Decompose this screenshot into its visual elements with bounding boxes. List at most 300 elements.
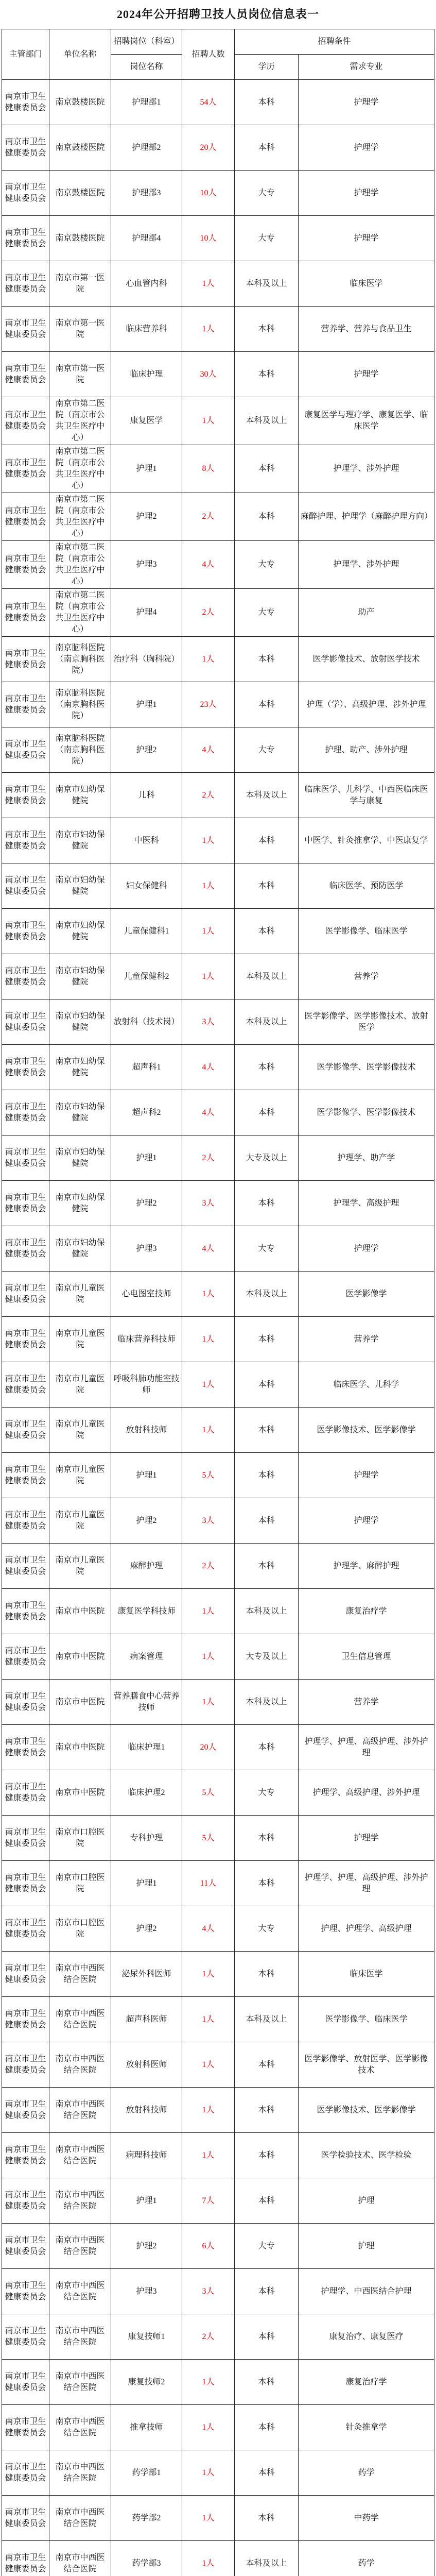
unit-cell: 南京市口腔医院 [49, 1861, 111, 1906]
dept-cell: 南京市卫生健康委员会 [2, 1680, 49, 1725]
edu-cell: 本科及以上 [235, 397, 299, 445]
dept-cell: 南京市卫生健康委员会 [2, 1408, 49, 1453]
count-cell: 10人 [182, 216, 235, 261]
dept-cell: 南京市卫生健康委员会 [2, 1453, 49, 1498]
table-row [2, 1408, 434, 1453]
unit-cell: 南京市妇幼保健院 [49, 1090, 111, 1136]
post-cell: 临床营养科技师 [111, 1317, 182, 1362]
unit-cell: 南京市中医院 [49, 1725, 111, 1770]
edu-cell: 本科 [235, 1816, 299, 1861]
table-row [2, 727, 434, 773]
table-row [2, 2496, 434, 2541]
dept-cell: 南京市卫生健康委员会 [2, 2360, 49, 2405]
post-cell: 中医科 [111, 818, 182, 863]
count-cell: 3人 [182, 1181, 235, 1226]
table-row [2, 1816, 434, 1861]
major-cell: 医学影像技术、医学影像学 [299, 2088, 434, 2133]
post-cell: 药学部2 [111, 2496, 182, 2541]
dept-cell: 南京市卫生健康委员会 [2, 171, 49, 216]
major-cell: 临床医学、预防医学 [299, 863, 434, 909]
header-dept: 主管部门 [2, 29, 49, 80]
unit-cell: 南京市妇幼保健院 [49, 818, 111, 863]
dept-cell: 南京市卫生健康委员会 [2, 541, 49, 589]
dept-cell: 南京市卫生健康委员会 [2, 954, 49, 999]
dept-cell: 南京市卫生健康委员会 [2, 2224, 49, 2269]
table-row [2, 1544, 434, 1589]
edu-cell: 大专 [235, 1906, 299, 1952]
dept-cell: 南京市卫生健康委员会 [2, 999, 49, 1045]
unit-cell: 南京市第二医院（南京市公共卫生医疗中心） [49, 541, 111, 589]
edu-cell: 本科 [235, 1725, 299, 1770]
table-row [2, 1589, 434, 1634]
edu-cell: 本科及以上 [235, 261, 299, 307]
table-row [2, 125, 434, 171]
post-cell: 护理部2 [111, 125, 182, 171]
dept-cell: 南京市卫生健康委员会 [2, 863, 49, 909]
dept-cell: 南京市卫生健康委员会 [2, 261, 49, 307]
count-cell: 20人 [182, 1725, 235, 1770]
table-row [2, 863, 434, 909]
unit-cell: 南京市儿童医院 [49, 1498, 111, 1544]
post-cell: 临床营养科 [111, 307, 182, 352]
count-cell: 2人 [182, 2314, 235, 2360]
unit-cell: 南京市妇幼保健院 [49, 1181, 111, 1226]
major-cell: 营养学、营养与食品卫生 [299, 307, 434, 352]
major-cell: 护理学 [299, 125, 434, 171]
table-row [2, 1045, 434, 1090]
table-row [2, 2042, 434, 2088]
edu-cell: 大专 [235, 1226, 299, 1272]
post-cell: 护理2 [111, 1498, 182, 1544]
unit-cell: 南京市妇幼保健院 [49, 773, 111, 818]
edu-cell: 本科 [235, 1090, 299, 1136]
header-row [2, 29, 434, 55]
table-row [2, 1725, 434, 1770]
dept-cell: 南京市卫生健康委员会 [2, 2269, 49, 2314]
post-cell: 营养膳食中心营养技师 [111, 1680, 182, 1725]
count-cell: 1人 [182, 2541, 235, 2576]
edu-cell: 大专及以上 [235, 1136, 299, 1181]
dept-cell: 南京市卫生健康委员会 [2, 2496, 49, 2541]
unit-cell: 南京脑科医院（南京胸科医院） [49, 682, 111, 727]
table-row [2, 773, 434, 818]
major-cell: 营养学 [299, 1680, 434, 1725]
major-cell: 护理学 [299, 352, 434, 397]
dept-cell: 南京市卫生健康委员会 [2, 1770, 49, 1816]
table-row [2, 1906, 434, 1952]
unit-cell: 南京市口腔医院 [49, 1906, 111, 1952]
post-cell: 放射科技师 [111, 1408, 182, 1453]
count-cell: 3人 [182, 2269, 235, 2314]
major-cell: 医学影像学、临床医学 [299, 909, 434, 954]
edu-cell: 本科 [235, 307, 299, 352]
table-row [2, 1272, 434, 1317]
table-row [2, 1317, 434, 1362]
dept-cell: 南京市卫生健康委员会 [2, 1952, 49, 1997]
major-cell: 医学影像学、临床医学 [299, 1997, 434, 2042]
table-row [2, 2450, 434, 2496]
post-cell: 儿童保健科2 [111, 954, 182, 999]
major-cell: 临床医学、儿科学、中西医临床医学与康复 [299, 773, 434, 818]
major-cell: 药学 [299, 2541, 434, 2576]
major-cell: 护理 [299, 2224, 434, 2269]
unit-cell: 南京市妇幼保健院 [49, 954, 111, 999]
dept-cell: 南京市卫生健康委员会 [2, 1226, 49, 1272]
post-cell: 护理3 [111, 2269, 182, 2314]
table-row [2, 1634, 434, 1680]
dept-cell: 南京市卫生健康委员会 [2, 2133, 49, 2178]
major-cell: 药学 [299, 2450, 434, 2496]
table-row [2, 352, 434, 397]
table-row [2, 909, 434, 954]
unit-cell: 南京市儿童医院 [49, 1317, 111, 1362]
post-cell: 呼吸科肺功能室技师 [111, 1362, 182, 1408]
unit-cell: 南京市妇幼保健院 [49, 909, 111, 954]
unit-cell: 南京市第二医院（南京市公共卫生医疗中心） [49, 493, 111, 541]
dept-cell: 南京市卫生健康委员会 [2, 1634, 49, 1680]
unit-cell: 南京市第一医院 [49, 352, 111, 397]
post-cell: 护理2 [111, 727, 182, 773]
dept-cell: 南京市卫生健康委员会 [2, 1181, 49, 1226]
major-cell: 康复治疗学 [299, 1589, 434, 1634]
table-row [2, 1952, 434, 1997]
header-edu: 学历 [235, 55, 299, 80]
edu-cell: 本科 [235, 1498, 299, 1544]
post-cell: 推拿技师 [111, 2405, 182, 2450]
edu-cell: 大专 [235, 216, 299, 261]
post-cell: 心电图室技师 [111, 1272, 182, 1317]
major-cell: 医学检验技术、医学检验 [299, 2133, 434, 2178]
unit-cell: 南京市中西医结合医院 [49, 1952, 111, 1997]
major-cell: 医学影像学、医学影像技术 [299, 1090, 434, 1136]
major-cell: 医学影像技术、医学影像学 [299, 1408, 434, 1453]
edu-cell: 本科 [235, 445, 299, 493]
count-cell: 3人 [182, 1498, 235, 1544]
count-cell: 10人 [182, 171, 235, 216]
edu-cell: 本科及以上 [235, 773, 299, 818]
count-cell: 1人 [182, 2450, 235, 2496]
unit-cell: 南京市中西医结合医院 [49, 2088, 111, 2133]
count-cell: 4人 [182, 727, 235, 773]
unit-cell: 南京市儿童医院 [49, 1272, 111, 1317]
table-row [2, 1453, 434, 1498]
count-cell: 30人 [182, 352, 235, 397]
count-cell: 1人 [182, 909, 235, 954]
post-cell: 妇女保健科 [111, 863, 182, 909]
post-cell: 护理部4 [111, 216, 182, 261]
unit-cell: 南京市中西医结合医院 [49, 2178, 111, 2224]
major-cell: 护理学 [299, 1498, 434, 1544]
edu-cell: 本科 [235, 2269, 299, 2314]
edu-cell: 本科 [235, 818, 299, 863]
dept-cell: 南京市卫生健康委员会 [2, 589, 49, 637]
unit-cell: 南京市中医院 [49, 1770, 111, 1816]
post-cell: 护理2 [111, 493, 182, 541]
major-cell: 护理学 [299, 80, 434, 125]
post-cell: 放射科技师 [111, 2088, 182, 2133]
edu-cell: 本科 [235, 1408, 299, 1453]
edu-cell: 大专 [235, 2224, 299, 2269]
edu-cell: 大专 [235, 589, 299, 637]
edu-cell: 本科及以上 [235, 1272, 299, 1317]
count-cell: 1人 [182, 1362, 235, 1408]
dept-cell: 南京市卫生健康委员会 [2, 1906, 49, 1952]
unit-cell: 南京市中西医结合医院 [49, 2224, 111, 2269]
major-cell: 中医学、针灸推拿学、中医康复学 [299, 818, 434, 863]
post-cell: 护理部1 [111, 80, 182, 125]
dept-cell: 南京市卫生健康委员会 [2, 637, 49, 682]
unit-cell: 南京市中西医结合医院 [49, 2450, 111, 2496]
post-cell: 心血管内科 [111, 261, 182, 307]
count-cell: 1人 [182, 2405, 235, 2450]
unit-cell: 南京市中西医结合医院 [49, 2042, 111, 2088]
unit-cell: 南京市妇幼保健院 [49, 1136, 111, 1181]
count-cell: 2人 [182, 1136, 235, 1181]
table-row [2, 445, 434, 493]
table-row [2, 1362, 434, 1408]
post-cell: 护理部3 [111, 171, 182, 216]
major-cell: 医学影像学、放射医学、医学影像技术 [299, 2042, 434, 2088]
post-cell: 康复医学科技师 [111, 1589, 182, 1634]
post-cell: 护理1 [111, 445, 182, 493]
major-cell: 护理学、高级护理、涉外护理 [299, 1770, 434, 1816]
edu-cell: 本科及以上 [235, 999, 299, 1045]
table-row [2, 493, 434, 541]
table-row [2, 818, 434, 863]
post-cell: 护理1 [111, 2178, 182, 2224]
count-cell: 2人 [182, 589, 235, 637]
post-cell: 超声科医师 [111, 1997, 182, 2042]
table-row [2, 307, 434, 352]
unit-cell: 南京脑科医院（南京胸科医院） [49, 727, 111, 773]
unit-cell: 南京市中西医结合医院 [49, 1997, 111, 2042]
dept-cell: 南京市卫生健康委员会 [2, 397, 49, 445]
dept-cell: 南京市卫生健康委员会 [2, 773, 49, 818]
count-cell: 1人 [182, 863, 235, 909]
major-cell: 营养学 [299, 1317, 434, 1362]
major-cell: 医学影像技术、放射医学技术 [299, 637, 434, 682]
unit-cell: 南京市中西医结合医院 [49, 2360, 111, 2405]
dept-cell: 南京市卫生健康委员会 [2, 1317, 49, 1362]
dept-cell: 南京市卫生健康委员会 [2, 2042, 49, 2088]
edu-cell: 本科 [235, 2178, 299, 2224]
major-cell: 护理学、助产学 [299, 1136, 434, 1181]
dept-cell: 南京市卫生健康委员会 [2, 1725, 49, 1770]
unit-cell: 南京市中医院 [49, 1680, 111, 1725]
unit-cell: 南京脑科医院（南京胸科医院） [49, 637, 111, 682]
unit-cell: 南京市妇幼保健院 [49, 863, 111, 909]
unit-cell: 南京市儿童医院 [49, 1453, 111, 1498]
major-cell: 康复治疗学 [299, 2360, 434, 2405]
post-cell: 专科护理 [111, 1816, 182, 1861]
post-cell: 超声科2 [111, 1090, 182, 1136]
edu-cell: 本科 [235, 1181, 299, 1226]
count-cell: 1人 [182, 307, 235, 352]
post-cell: 护理1 [111, 1861, 182, 1906]
count-cell: 2人 [182, 773, 235, 818]
dept-cell: 南京市卫生健康委员会 [2, 125, 49, 171]
dept-cell: 南京市卫生健康委员会 [2, 1589, 49, 1634]
edu-cell: 本科 [235, 2496, 299, 2541]
unit-cell: 南京市中西医结合医院 [49, 2405, 111, 2450]
post-cell: 临床护理 [111, 352, 182, 397]
dept-cell: 南京市卫生健康委员会 [2, 1272, 49, 1317]
header-post-group: 招聘岗位（科室） [111, 29, 182, 55]
unit-cell: 南京鼓楼医院 [49, 80, 111, 125]
unit-cell: 南京市妇幼保健院 [49, 1045, 111, 1090]
unit-cell: 南京市中西医结合医院 [49, 2133, 111, 2178]
post-cell: 病案管理 [111, 1634, 182, 1680]
dept-cell: 南京市卫生健康委员会 [2, 2178, 49, 2224]
major-cell: 护理学 [299, 171, 434, 216]
dept-cell: 南京市卫生健康委员会 [2, 493, 49, 541]
table-row [2, 1226, 434, 1272]
count-cell: 1人 [182, 1408, 235, 1453]
count-cell: 2人 [182, 493, 235, 541]
major-cell: 护理学、护理、高级护理、涉外护理 [299, 1861, 434, 1906]
table-row [2, 999, 434, 1045]
major-cell: 护理学、涉外护理 [299, 541, 434, 589]
edu-cell: 本科及以上 [235, 954, 299, 999]
dept-cell: 南京市卫生健康委员会 [2, 80, 49, 125]
table-row [2, 1181, 434, 1226]
post-cell: 护理1 [111, 682, 182, 727]
count-cell: 8人 [182, 445, 235, 493]
count-cell: 23人 [182, 682, 235, 727]
post-cell: 护理2 [111, 1906, 182, 1952]
major-cell: 护理学 [299, 1226, 434, 1272]
dept-cell: 南京市卫生健康委员会 [2, 727, 49, 773]
count-cell: 1人 [182, 637, 235, 682]
count-cell: 1人 [182, 1634, 235, 1680]
count-cell: 1人 [182, 2496, 235, 2541]
post-cell: 护理3 [111, 1226, 182, 1272]
count-cell: 4人 [182, 1045, 235, 1090]
table-row [2, 1090, 434, 1136]
count-cell: 11人 [182, 1861, 235, 1906]
count-cell: 1人 [182, 261, 235, 307]
post-cell: 放射科医师 [111, 2042, 182, 2088]
post-cell: 护理1 [111, 1453, 182, 1498]
dept-cell: 南京市卫生健康委员会 [2, 2405, 49, 2450]
table-row [2, 954, 434, 999]
count-cell: 4人 [182, 1226, 235, 1272]
count-cell: 1人 [182, 1997, 235, 2042]
post-cell: 临床护理1 [111, 1725, 182, 1770]
unit-cell: 南京市第二医院（南京市公共卫生医疗中心） [49, 397, 111, 445]
dept-cell: 南京市卫生健康委员会 [2, 818, 49, 863]
count-cell: 6人 [182, 2224, 235, 2269]
post-cell: 泌尿外科医师 [111, 1952, 182, 1997]
major-cell: 护理学 [299, 1816, 434, 1861]
edu-cell: 本科 [235, 2088, 299, 2133]
table-row [2, 2178, 434, 2224]
count-cell: 7人 [182, 2178, 235, 2224]
post-cell: 儿科 [111, 773, 182, 818]
unit-cell: 南京市第二医院（南京市公共卫生医疗中心） [49, 589, 111, 637]
unit-cell: 南京鼓楼医院 [49, 216, 111, 261]
count-cell: 1人 [182, 1589, 235, 1634]
dept-cell: 南京市卫生健康委员会 [2, 1498, 49, 1544]
table-row [2, 397, 434, 445]
table-row [2, 261, 434, 307]
post-cell: 治疗科（胸科院） [111, 637, 182, 682]
table-row [2, 1498, 434, 1544]
table-row [2, 541, 434, 589]
count-cell: 5人 [182, 1453, 235, 1498]
edu-cell: 本科 [235, 1861, 299, 1906]
table-row [2, 1997, 434, 2042]
major-cell: 临床医学 [299, 261, 434, 307]
edu-cell: 本科 [235, 1453, 299, 1498]
count-cell: 1人 [182, 818, 235, 863]
count-cell: 5人 [182, 1770, 235, 1816]
dept-cell: 南京市卫生健康委员会 [2, 445, 49, 493]
count-cell: 1人 [182, 2360, 235, 2405]
post-cell: 药学部3 [111, 2541, 182, 2576]
dept-cell: 南京市卫生健康委员会 [2, 1861, 49, 1906]
page-title: 2024年公开招聘卫技人员岗位信息表一 [116, 8, 319, 21]
major-cell: 卫生信息管理 [299, 1634, 434, 1680]
edu-cell: 本科 [235, 1544, 299, 1589]
unit-cell: 南京市妇幼保健院 [49, 999, 111, 1045]
major-cell: 康复治疗、康复医疗 [299, 2314, 434, 2360]
table-row [2, 2133, 434, 2178]
count-cell: 1人 [182, 2042, 235, 2088]
major-cell: 中药学 [299, 2496, 434, 2541]
edu-cell: 本科 [235, 863, 299, 909]
unit-cell: 南京市儿童医院 [49, 1408, 111, 1453]
unit-cell: 南京鼓楼医院 [49, 171, 111, 216]
edu-cell: 本科 [235, 493, 299, 541]
edu-cell: 本科及以上 [235, 1680, 299, 1725]
major-cell: 医学影像学、医学影像技术、放射医学 [299, 999, 434, 1045]
major-cell: 麻醉护理、护理学（麻醉护理方向） [299, 493, 434, 541]
count-cell: 1人 [182, 1317, 235, 1362]
post-cell: 病理科技师 [111, 2133, 182, 2178]
count-cell: 20人 [182, 125, 235, 171]
table-row [2, 216, 434, 261]
unit-cell: 南京市中医院 [49, 1589, 111, 1634]
major-cell: 医学影像学 [299, 1272, 434, 1317]
dept-cell: 南京市卫生健康委员会 [2, 2314, 49, 2360]
major-cell: 营养学 [299, 954, 434, 999]
count-cell: 4人 [182, 541, 235, 589]
dept-cell: 南京市卫生健康委员会 [2, 1544, 49, 1589]
post-cell: 放射科（技术岗） [111, 999, 182, 1045]
unit-cell: 南京鼓楼医院 [49, 125, 111, 171]
count-cell: 1人 [182, 2088, 235, 2133]
major-cell: 护理 [299, 2178, 434, 2224]
unit-cell: 南京市中西医结合医院 [49, 2314, 111, 2360]
post-cell: 药学部1 [111, 2450, 182, 2496]
unit-cell: 南京市妇幼保健院 [49, 1226, 111, 1272]
post-cell: 麻醉护理 [111, 1544, 182, 1589]
major-cell: 临床医学、儿科学 [299, 1362, 434, 1408]
post-cell: 护理2 [111, 2224, 182, 2269]
unit-cell: 南京市第一医院 [49, 307, 111, 352]
edu-cell: 本科 [235, 1362, 299, 1408]
unit-cell: 南京市中西医结合医院 [49, 2496, 111, 2541]
unit-cell: 南京市第二医院（南京市公共卫生医疗中心） [49, 445, 111, 493]
table-row [2, 2360, 434, 2405]
table-row [2, 80, 434, 125]
table-row [2, 1861, 434, 1906]
post-cell: 护理3 [111, 541, 182, 589]
edu-cell: 大专 [235, 1770, 299, 1816]
dept-cell: 南京市卫生健康委员会 [2, 2450, 49, 2496]
major-cell: 护理学 [299, 1453, 434, 1498]
